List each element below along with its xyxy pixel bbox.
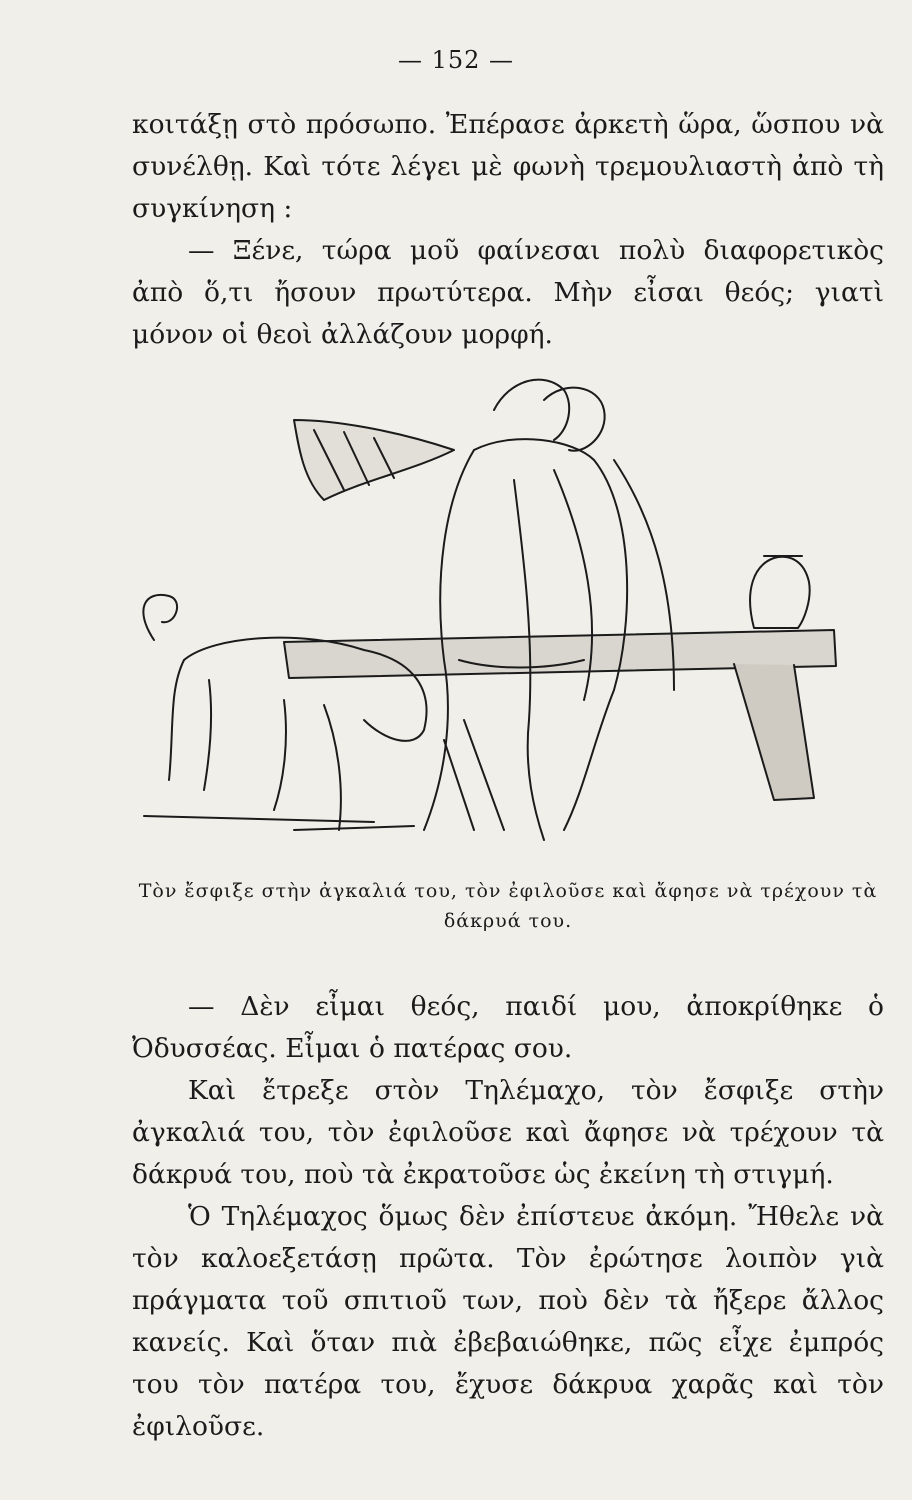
paragraph: — Ξένε, τώρα μοῦ φαίνεσαι πολὺ διαφορετικὸς ἀπὸ ὅ,τι ἤσουν πρωτύτερα. Μὴν εἶσαι θεός; γιατὶ μόνον οἱ θεοὶ ἀλλάζουν μορφή. — [132, 235, 884, 350]
text-block-top — [132, 104, 884, 356]
illustration-odysseus-telemachus — [114, 360, 870, 860]
paragraph: — Δὲν εἶμαι θεός, παιδί μου, ἀποκρίθηκε ὁ Ὀδυσσέας. Εἶμαι ὁ πατέρας σου. — [132, 991, 884, 1064]
paragraph: Ὁ Τηλέμαχος ὅμως δὲν ἐπίστευε ἀκόμη. Ἤθελε νὰ τὸν καλοεξετάσῃ πρῶτα. Τὸν ἐρώτησε λοιπὸν γιὰ πράγματα τοῦ σπιτιοῦ των, ποὺ δὲν τὰ ἤξερε ἄλλος κανείς. Καὶ ὅταν πιὰ ἐβεβαιώθηκε, πῶς εἶχε ἐμπρός του τὸν πατέρα του, ἔχυσε δάκρυα χαρᾶς καὶ τὸν ἐφιλοῦσε. — [132, 1201, 884, 1442]
paragraph: Καὶ ἔτρεξε στὸν Τηλέμαχο, τὸν ἔσφιξε στὴν ἀγκαλιά του, τὸν ἐφιλοῦσε καὶ ἄφησε νὰ τρέχουν τὰ δάκρυά του, ποὺ τὰ ἐκρατοῦσε ὡς ἐκείνη τὴ στιγμή. — [132, 1075, 884, 1190]
text-block-bottom — [132, 986, 884, 1448]
page-number: — 152 — — [397, 46, 515, 74]
paragraph: κοιτάξῃ στὸ πρόσωπο. Ἐπέρασε ἀρκετὴ ὥρα, ὥσπου νὰ συνέλθῃ. Καὶ τότε λέγει μὲ φωνὴ τρεμουλιαστὴ ἀπὸ τὴ συγκίνηση : — [132, 109, 884, 224]
figure-caption: Τὸν ἔσφιξε στὴν ἀγκαλιά του, τὸν ἐφιλοῦσε καὶ ἄφησε νὰ τρέχουν τὰ δάκρυά του. — [138, 880, 878, 932]
